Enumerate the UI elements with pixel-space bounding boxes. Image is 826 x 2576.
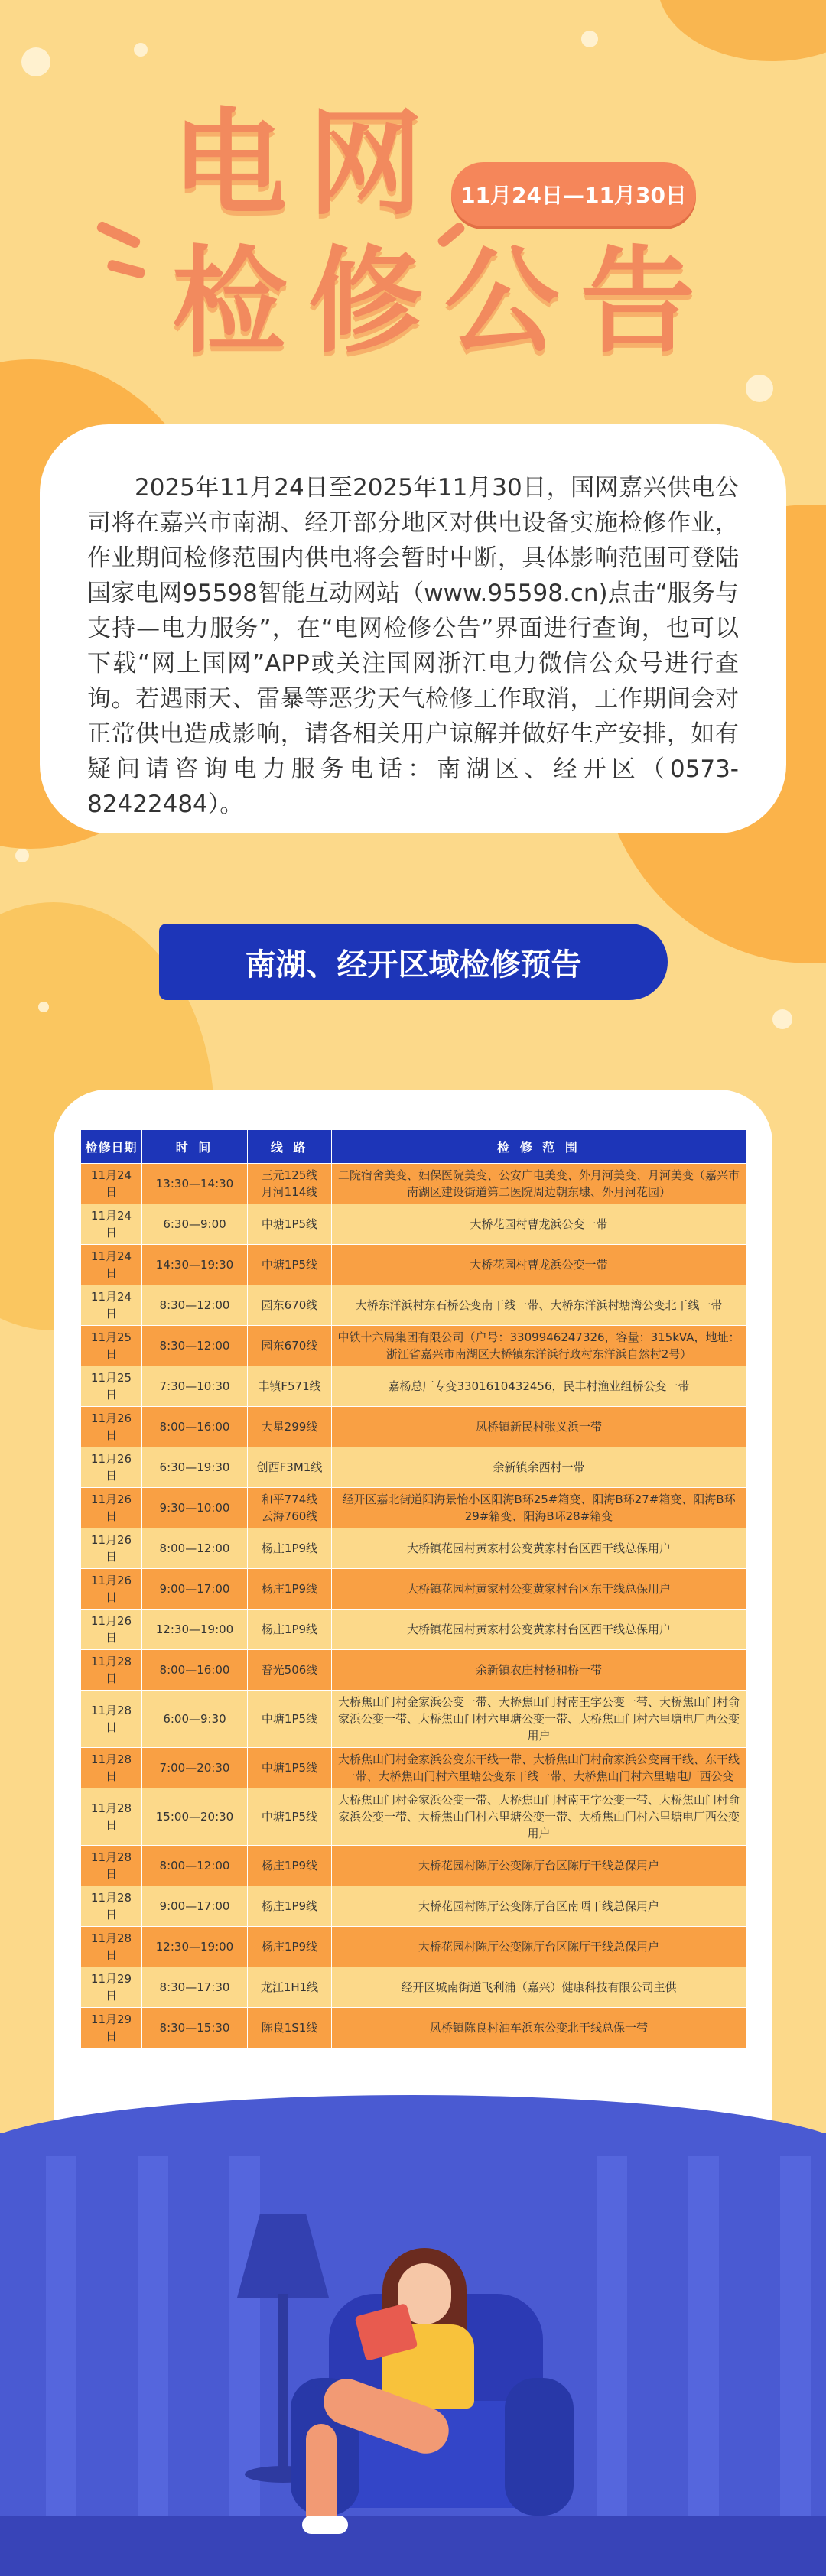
cell-line: 杨庄1P9线: [248, 1569, 332, 1610]
cell-scope: 大桥焦山门村金家浜公变东干线一带、大桥焦山门村俞家浜公变南干线、东干线一带、大桥焦山门村六里塘公变东干线一带、大桥焦山门村六里塘电厂西公变: [332, 1748, 746, 1788]
cell-time: 8:30—12:00: [142, 1285, 248, 1326]
lamp-pole: [278, 2294, 288, 2470]
cell-time: 8:00—16:00: [142, 1650, 248, 1691]
decor-dot: [746, 375, 773, 402]
cell-date: 11月28日: [81, 1691, 142, 1748]
cell-date: 11月28日: [81, 1886, 142, 1927]
person-shin: [306, 2424, 337, 2531]
cell-line: 陈良1S1线: [248, 2008, 332, 2048]
cell-scope: 大桥花园村陈厅公变陈厅台区南晒干线总保用户: [332, 1886, 746, 1927]
cell-time: 8:30—17:30: [142, 1967, 248, 2008]
table-row: [81, 1569, 746, 1610]
decor-dash: [106, 259, 146, 279]
cell-line: 龙江1H1线: [248, 1967, 332, 2008]
decor-stripe: [229, 2156, 260, 2576]
cell-date: 11月24日: [81, 1285, 142, 1326]
decor-blob: [658, 0, 826, 61]
cell-time: 7:30—10:30: [142, 1366, 248, 1407]
cell-time: 12:30—19:00: [142, 1927, 248, 1967]
schedule-card: [54, 1090, 772, 2179]
cell-scope: 经开区嘉北街道阳海景怡小区阳海B环25#箱变、阳海B环27#箱变、阳海B环29#箱变、阳海B环28#箱变: [332, 1488, 746, 1528]
table-row: [81, 1528, 746, 1569]
table-row: [81, 1204, 746, 1245]
title-line-1: 电网: [172, 98, 445, 231]
cell-scope: 凤桥镇陈良村油车浜东公变北干线总保一带: [332, 2008, 746, 2048]
cell-date: 11月29日: [81, 2008, 142, 2048]
cell-line: 大星299线: [248, 1407, 332, 1447]
cell-line: 杨庄1P9线: [248, 1528, 332, 1569]
table-row: [81, 1285, 746, 1326]
cell-line: 普光506线: [248, 1650, 332, 1691]
table-row: [81, 1245, 746, 1285]
table-row: [81, 1886, 746, 1927]
cell-time: 13:30—14:30: [142, 1164, 248, 1204]
cell-scope: 凤桥镇新民村张义浜一带: [332, 1407, 746, 1447]
cell-line: 杨庄1P9线: [248, 1610, 332, 1650]
cell-scope: 大桥镇花园村黄家村公变黄家村台区东干线总保用户: [332, 1569, 746, 1610]
title-line-2: 检修公告: [172, 236, 717, 369]
cell-line: 三元125线 月河114线: [248, 1164, 332, 1204]
date-range-badge: 11月24日—11月30日: [451, 162, 696, 226]
table-body: [81, 1164, 746, 2048]
cell-line: 创西F3M1线: [248, 1447, 332, 1488]
table-row: [81, 2008, 746, 2048]
cell-date: 11月26日: [81, 1407, 142, 1447]
cell-date: 11月28日: [81, 1788, 142, 1846]
cell-scope: 中铁十六局集团有限公司（户号：3309946247326，容量：315kVA，地址：浙江省嘉兴市南湖区大桥镇东洋浜行政村东洋浜自然村2号）: [332, 1326, 746, 1366]
cell-time: 12:30—19:00: [142, 1610, 248, 1650]
cell-line: 中塘1P5线: [248, 1245, 332, 1285]
cell-scope: 大桥镇花园村黄家村公变黄家村台区西干线总保用户: [332, 1528, 746, 1569]
cell-date: 11月25日: [81, 1326, 142, 1366]
header-line: 线 路: [248, 1130, 332, 1164]
table-row: [81, 1447, 746, 1488]
header-date: 检修日期: [81, 1130, 142, 1164]
table-row: [81, 1788, 746, 1846]
table-header-row: [81, 1130, 746, 1164]
decor-stripe: [138, 2156, 168, 2576]
decor-dot: [38, 1002, 49, 1012]
header-scope: 检 修 范 围: [332, 1130, 746, 1164]
table-row: [81, 1691, 746, 1748]
cell-scope: 大桥焦山门村金家浜公变一带、大桥焦山门村南王字公变一带、大桥焦山门村俞家浜公变一带、大桥焦山门村六里塘公变一带、大桥焦山门村六里塘电厂西公变用户: [332, 1788, 746, 1846]
cell-date: 11月26日: [81, 1488, 142, 1528]
cell-line: 园东670线: [248, 1285, 332, 1326]
cell-date: 11月26日: [81, 1447, 142, 1488]
cell-scope: 大桥焦山门村金家浜公变一带、大桥焦山门村南王字公变一带、大桥焦山门村俞家浜公变一带、大桥焦山门村六里塘公变一带、大桥焦山门村六里塘电厂西公变用户: [332, 1691, 746, 1748]
intro-card: [40, 424, 786, 833]
table-row: [81, 1488, 746, 1528]
cell-time: 7:00—20:30: [142, 1748, 248, 1788]
cell-time: 9:30—10:00: [142, 1488, 248, 1528]
cell-date: 11月25日: [81, 1366, 142, 1407]
cell-scope: 大桥花园村曹龙浜公变一带: [332, 1204, 746, 1245]
cell-scope: 大桥花园村陈厅公变陈厅台区陈厅干线总保用户: [332, 1927, 746, 1967]
cell-scope: 大桥花园村陈厅公变陈厅台区陈厅干线总保用户: [332, 1846, 746, 1886]
cell-scope: 大桥花园村曹龙浜公变一带: [332, 1245, 746, 1285]
intro-text: 2025年11月24日至2025年11月30日，国网嘉兴供电公司将在嘉兴市南湖、经开部分地区对供电设备实施检修作业，作业期间检修范围内供电将会暂时中断，具体影响范围可登陆国家电网95598智能互动网站（www.95598.cn)点击“服务与支持—电力服务”，在“电网检修公告”界面进行查询，也可以下载“网上国网”APP或关注国网浙江电力微信公众号进行查询。若遇雨天、雷暴等恶劣天气检修工作取消，工作期间会对正常供电造成影响，请各相关用户谅解并做好生产安排，如有疑问请咨询电力服务电话：南湖区、经开区（0573-82422484）。: [87, 474, 739, 818]
cell-scope: 大桥东洋浜村东石桥公变南干线一带、大桥东洋浜村塘湾公变北干线一带: [332, 1285, 746, 1326]
cell-scope: 余新镇余西村一带: [332, 1447, 746, 1488]
decor-dot: [15, 849, 29, 862]
cell-scope: 余新镇农庄村杨和桥一带: [332, 1650, 746, 1691]
cell-time: 8:00—12:00: [142, 1846, 248, 1886]
header-time: 时 间: [142, 1130, 248, 1164]
cell-date: 11月29日: [81, 1967, 142, 2008]
shoe: [302, 2516, 348, 2534]
cell-date: 11月28日: [81, 1748, 142, 1788]
cell-time: 6:30—19:30: [142, 1447, 248, 1488]
decor-stripe: [688, 2156, 719, 2576]
decor-dot: [581, 31, 598, 47]
cell-line: 杨庄1P9线: [248, 1886, 332, 1927]
cell-date: 11月28日: [81, 1650, 142, 1691]
floor: [0, 2516, 826, 2576]
table-row: [81, 1164, 746, 1204]
cell-scope: 大桥镇花园村黄家村公变黄家村台区西干线总保用户: [332, 1610, 746, 1650]
cell-date: 11月28日: [81, 1927, 142, 1967]
armchair-arm: [505, 2378, 574, 2516]
cell-time: 9:00—17:00: [142, 1886, 248, 1927]
table-row: [81, 1748, 746, 1788]
cell-time: 8:00—12:00: [142, 1528, 248, 1569]
cell-line: 中塘1P5线: [248, 1691, 332, 1748]
cell-line: 和平774线 云海760线: [248, 1488, 332, 1528]
table-row: [81, 1927, 746, 1967]
cell-time: 8:00—16:00: [142, 1407, 248, 1447]
maintenance-table: [80, 1129, 746, 2048]
cell-line: 中塘1P5线: [248, 1788, 332, 1846]
table-row: [81, 1407, 746, 1447]
table-row: [81, 1650, 746, 1691]
cell-date: 11月24日: [81, 1164, 142, 1204]
cell-date: 11月26日: [81, 1528, 142, 1569]
cell-time: 6:00—9:30: [142, 1691, 248, 1748]
decor-stripe: [46, 2156, 76, 2576]
table-row: [81, 1846, 746, 1886]
cell-time: 15:00—20:30: [142, 1788, 248, 1846]
cell-line: 园东670线: [248, 1326, 332, 1366]
decor-dash: [96, 220, 141, 249]
cell-time: 14:30—19:30: [142, 1245, 248, 1285]
cell-time: 9:00—17:00: [142, 1569, 248, 1610]
cell-time: 6:30—9:00: [142, 1204, 248, 1245]
cell-date: 11月28日: [81, 1846, 142, 1886]
cell-line: 杨庄1P9线: [248, 1846, 332, 1886]
cell-date: 11月24日: [81, 1245, 142, 1285]
cell-date: 11月26日: [81, 1569, 142, 1610]
table-row: [81, 1610, 746, 1650]
table-row: [81, 1967, 746, 2008]
cell-date: 11月24日: [81, 1204, 142, 1245]
decor-dot: [134, 43, 148, 57]
cell-scope: 经开区城南街道飞利浦（嘉兴）健康科技有限公司主供: [332, 1967, 746, 2008]
decor-stripe: [780, 2156, 811, 2576]
table-row: [81, 1366, 746, 1407]
cell-time: 8:30—12:00: [142, 1326, 248, 1366]
table-row: [81, 1326, 746, 1366]
cell-time: 8:30—15:30: [142, 2008, 248, 2048]
cell-line: 中塘1P5线: [248, 1204, 332, 1245]
cell-scope: 嘉杨总厂专变3301610432456，民丰村渔业组桥公变一带: [332, 1366, 746, 1407]
decor-dot: [21, 47, 50, 76]
cell-date: 11月26日: [81, 1610, 142, 1650]
cell-line: 中塘1P5线: [248, 1748, 332, 1788]
cell-line: 丰镇F571线: [248, 1366, 332, 1407]
decor-dot: [772, 1009, 792, 1029]
cell-scope: 二院宿舍美变、妇保医院美变、公安广电美变、外月河美变、月河美变（嘉兴市南湖区建设街道第二医院周边朝东埭、外月河花园）: [332, 1164, 746, 1204]
section-title: 南湖、经开区域检修预告: [159, 924, 668, 1000]
decor-stripe: [597, 2156, 627, 2576]
cell-line: 杨庄1P9线: [248, 1927, 332, 1967]
